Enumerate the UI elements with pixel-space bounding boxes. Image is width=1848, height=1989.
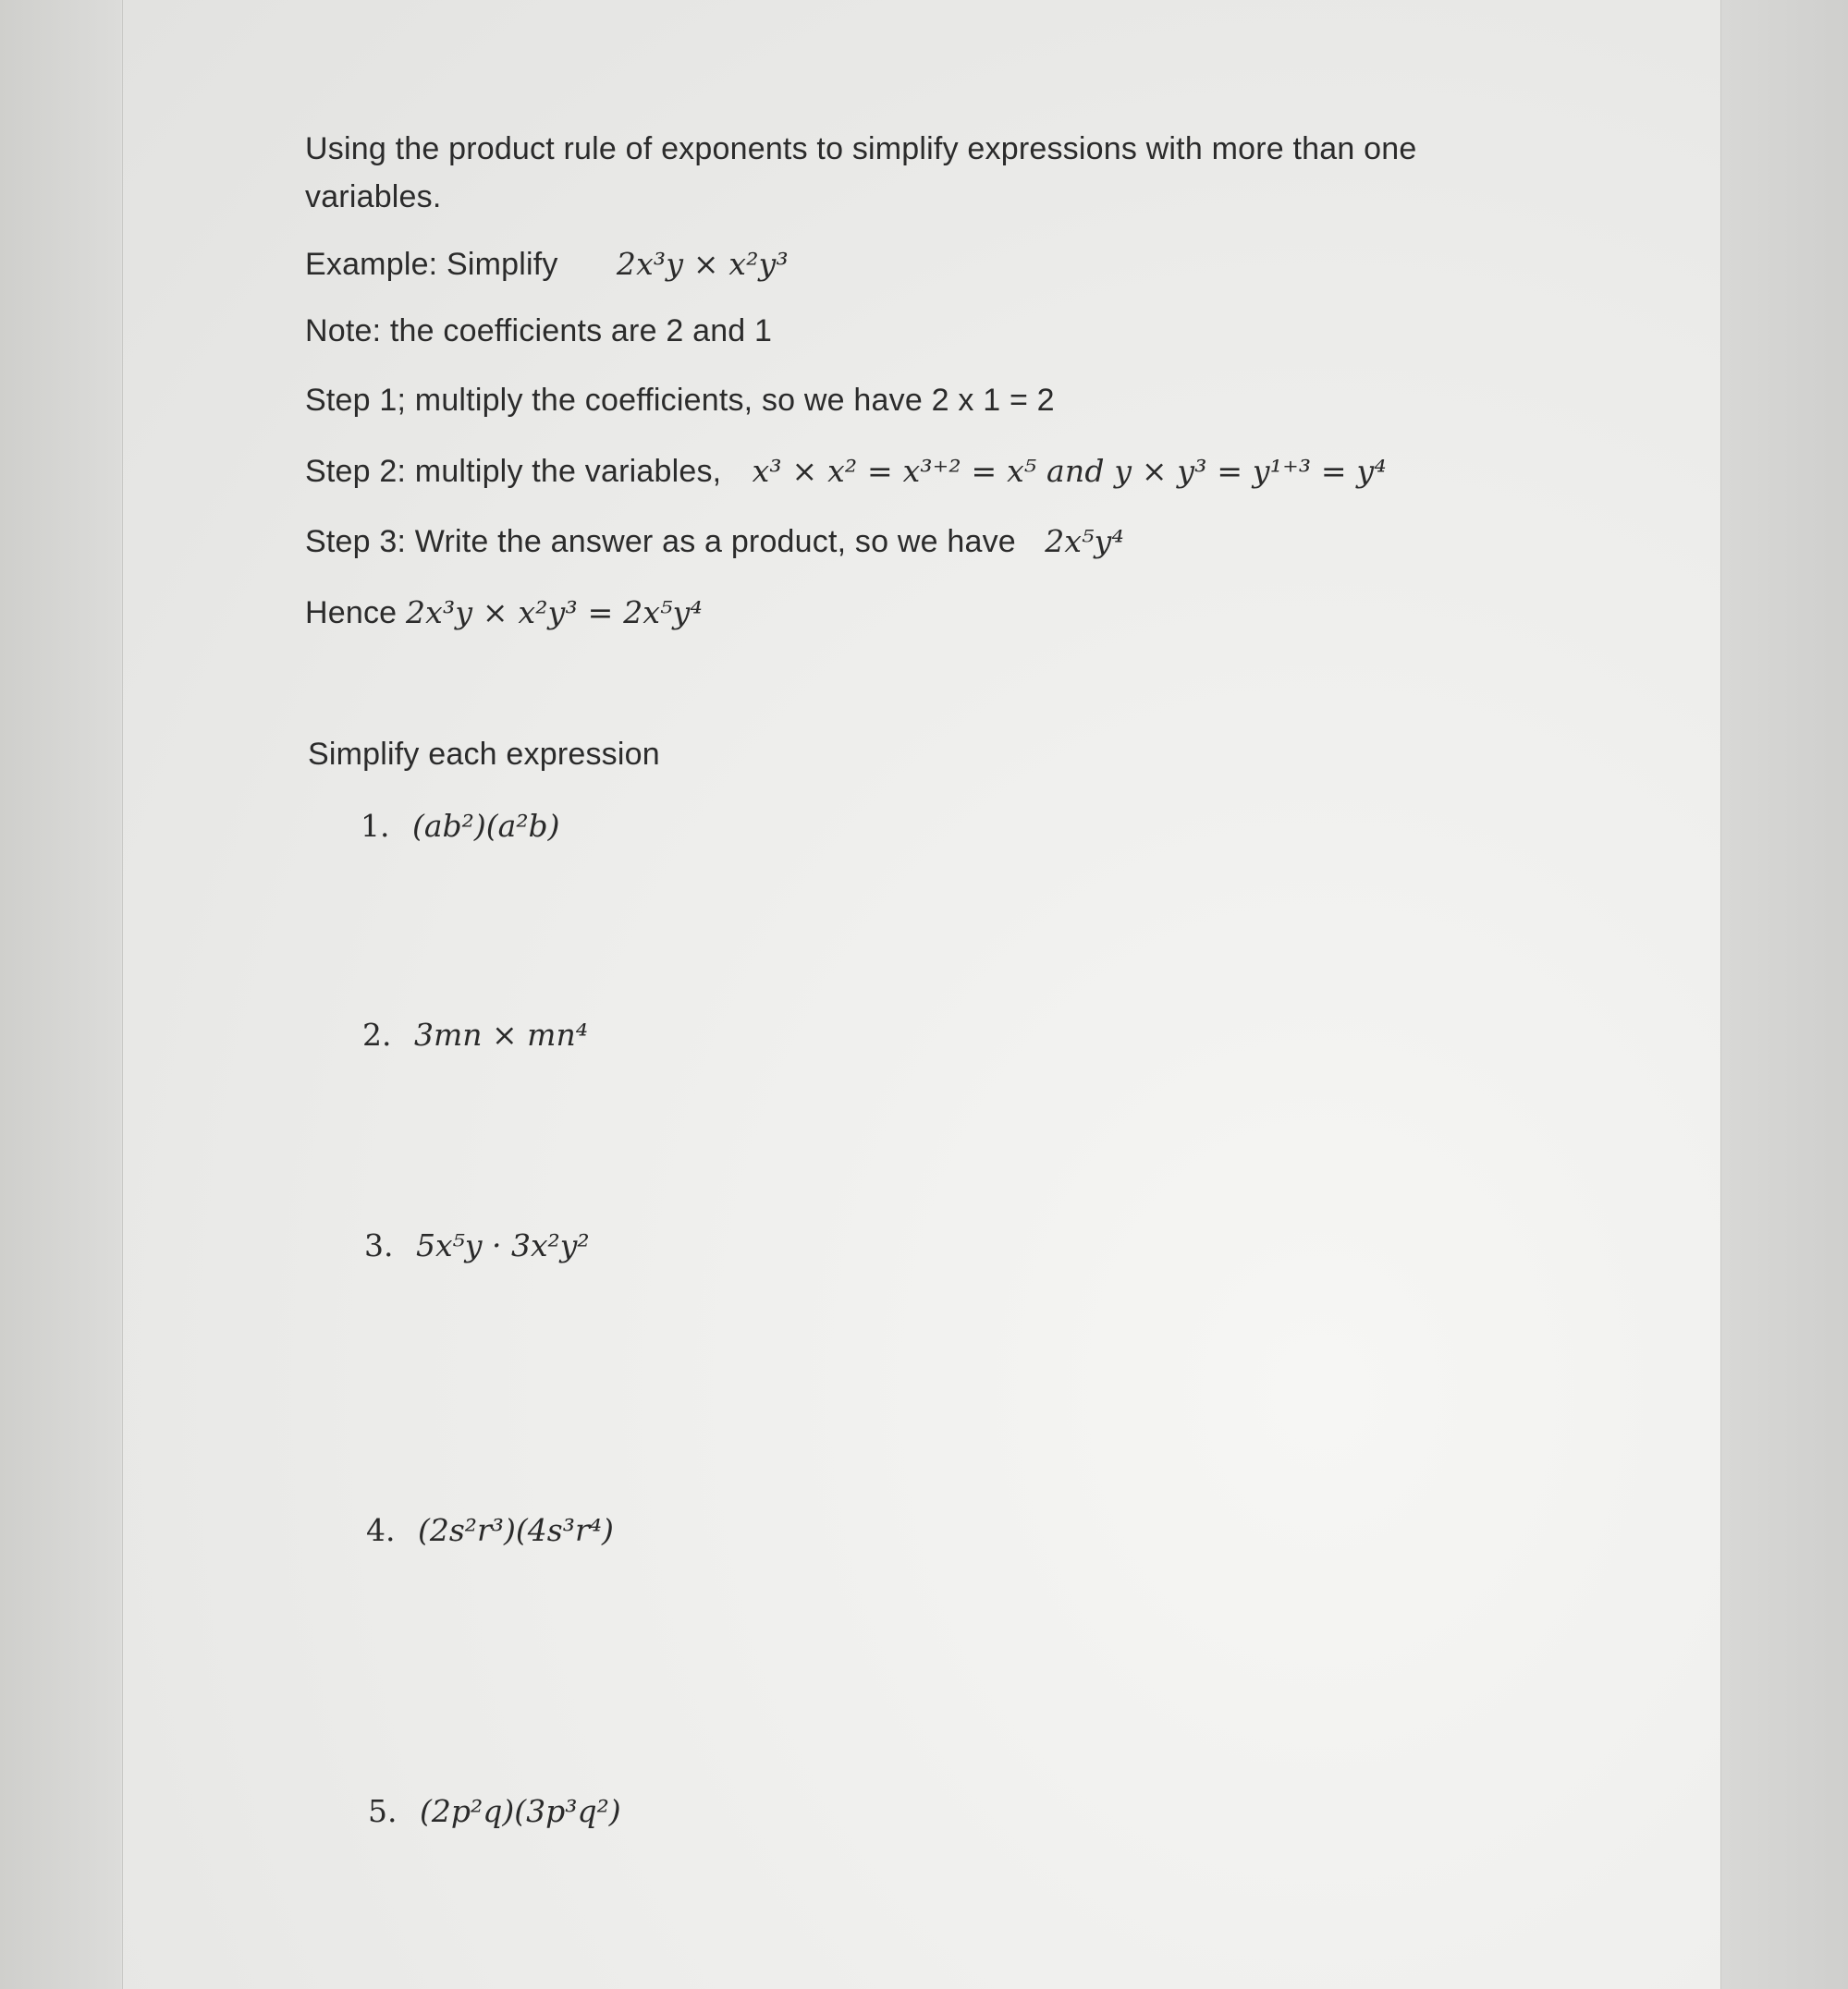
step-3-expression: 2x⁵y⁴ [1045, 523, 1124, 559]
intro-line-1: Using the product rule of exponents to simplify expressions with more than one [305, 131, 1417, 166]
exercise-item [362, 1017, 588, 1054]
step-3-line [305, 523, 1124, 560]
example-label: Example: Simplify [305, 247, 558, 282]
step-3-label: Step 3: Write the answer as a product, so we have [305, 524, 1016, 559]
step-2-line [305, 453, 1387, 490]
step-1-line: Step 1; multiply the coefficients, so we have 2 x 1 = 2 [305, 383, 1055, 418]
note-line: Note: the coefficients are 2 and 1 [305, 313, 773, 348]
example-expression: 2x³y × x²y³ [616, 246, 789, 282]
exercise-expression: 3mn × mn⁴ [414, 1017, 588, 1053]
exercise-expression: (2p²q)(3p³q²) [420, 1793, 621, 1829]
document-page [123, 0, 1720, 1989]
exercise-number: 1. [361, 808, 390, 844]
hence-label: Hence [305, 595, 398, 630]
step-2-label: Step 2: multiply the variables, [305, 454, 722, 489]
exercise-item [368, 1793, 621, 1830]
exercise-expression: (2s²r³)(4s³r⁴) [418, 1512, 614, 1548]
exercise-expression: (ab²)(a²b) [412, 808, 560, 844]
exercise-number: 2. [362, 1017, 392, 1053]
exercise-number: 4. [366, 1512, 396, 1548]
intro-line-2: variables. [305, 179, 442, 214]
hence-line [305, 594, 703, 631]
exercise-number: 5. [368, 1793, 398, 1829]
exercise-item [364, 1227, 590, 1264]
step-2-expression: x³ × x² = x³⁺² = x⁵ and y × y³ = y¹⁺³ = y⁴ [752, 453, 1387, 489]
exercise-expression: 5x⁵y · 3x²y² [416, 1227, 590, 1263]
exercise-item [366, 1512, 614, 1549]
example-line [305, 246, 789, 283]
hence-expression: 2x³y × x²y³ = 2x⁵y⁴ [405, 594, 703, 630]
exercise-item [361, 808, 560, 845]
exercise-number: 3. [364, 1227, 394, 1263]
exercise-heading: Simplify each expression [308, 737, 660, 772]
